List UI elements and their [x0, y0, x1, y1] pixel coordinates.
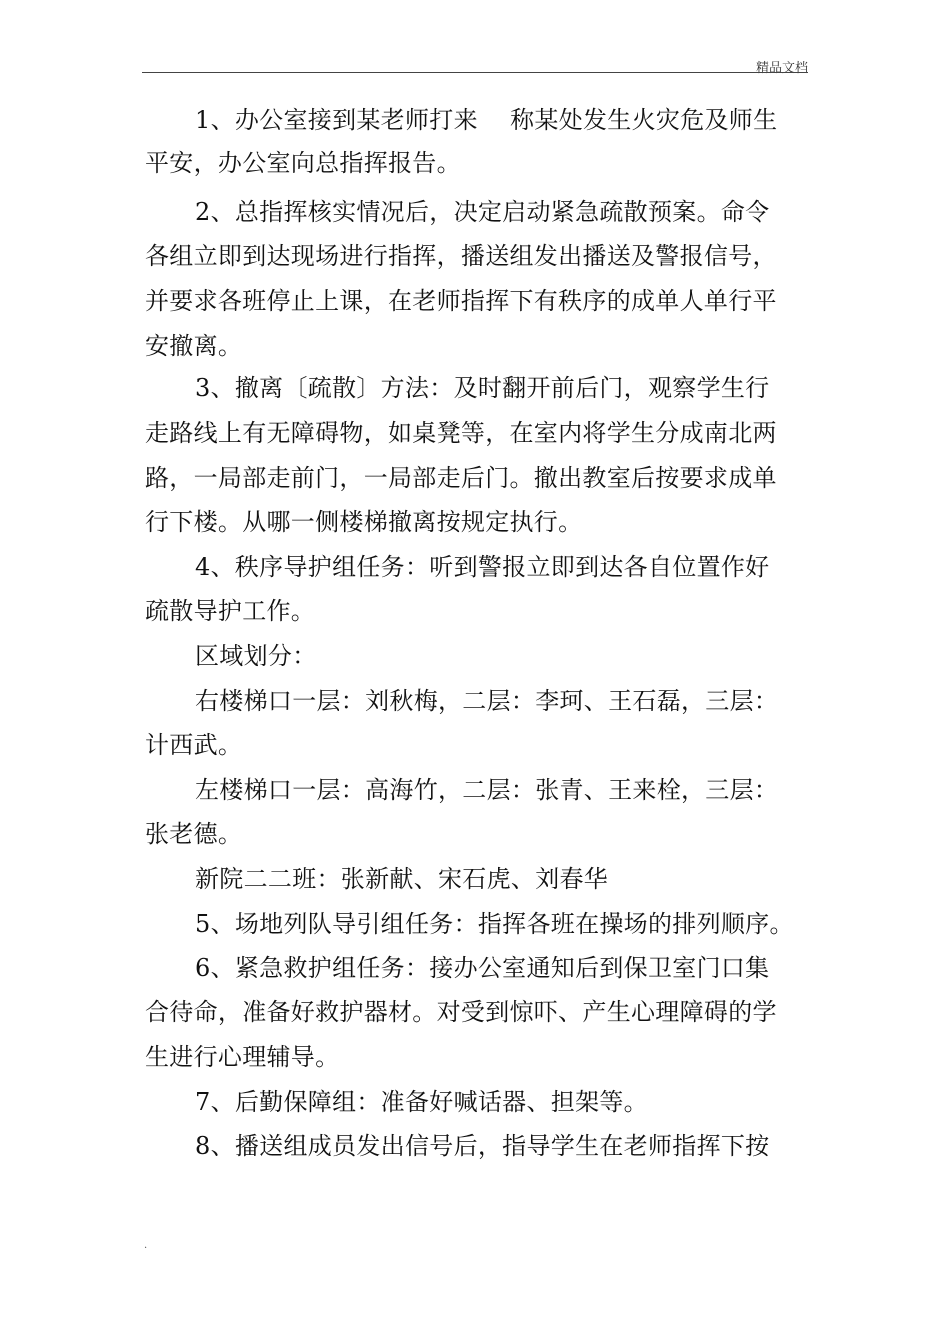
header-label: 精品文档 [755, 61, 808, 76]
paragraph-2-line-1: 2、总指挥核实情况后，决定启动紧急疏散预案。命令 [195, 198, 770, 226]
paragraph-1-line-2: 平安，办公室向总指挥报告。 [145, 149, 461, 177]
paragraph-2-line-3: 并要求各班停止上课，在老师指挥下有秩序的成单人单行平 [145, 287, 777, 315]
paragraph-6-line-1: 6、紧急救护组任务：接办公室通知后到保卫室门口集 [195, 954, 770, 982]
footer-mark: . [144, 1240, 148, 1251]
paragraph-8-line-1: 8、播送组成员发出信号后，指导学生在老师指挥下按 [195, 1132, 770, 1160]
paragraph-2-line-2: 各组立即到达现场进行指挥，播送组发出播送及警报信号， [145, 242, 777, 270]
left-stair-line-2: 张老德。 [145, 820, 243, 848]
area-division-heading: 区域划分： [195, 642, 317, 670]
paragraph-6-line-2: 合待命，准备好救护器材。对受到惊吓、产生心理障碍的学 [145, 998, 777, 1026]
paragraph-7-line-1: 7、后勤保障组：准备好喊话器、担架等。 [195, 1088, 648, 1116]
right-stair-line-1: 右楼梯口一层：刘秋梅，二层：李珂、王石磊，三层： [195, 687, 779, 715]
paragraph-5-line-1: 5、场地列队导引组任务：指挥各班在操场的排列顺序。 [195, 910, 794, 938]
paragraph-6-line-3: 生进行心理辅导。 [145, 1043, 340, 1071]
paragraph-4-line-2: 疏散导护工作。 [145, 597, 316, 625]
paragraph-3-line-3: 路，一局部走前门，一局部走后门。撤出教室后按要求成单 [145, 464, 777, 492]
paragraph-3-line-4: 行下楼。从哪一侧楼梯撤离按规定执行。 [145, 508, 583, 536]
paragraph-2-line-4: 安撤离。 [145, 332, 243, 360]
paragraph-3-line-1: 3、撤离〔疏散〕方法：及时翻开前后门，观察学生行 [195, 374, 770, 402]
right-stair-line-2: 计西武。 [145, 731, 243, 759]
paragraph-4-line-1: 4、秩序导护组任务：听到警报立即到达各自位置作好 [195, 553, 770, 581]
paragraph-1-line-1: 1、办公室接到某老师打来 称某处发生火灾危及师生 [195, 106, 778, 134]
new-yard-class-line: 新院二二班：张新献、宋石虎、刘春华 [195, 865, 609, 893]
left-stair-line-1: 左楼梯口一层：高海竹，二层：张青、王来栓，三层： [195, 776, 779, 804]
header-rule [142, 72, 808, 73]
paragraph-3-line-2: 走路线上有无障碍物，如桌凳等，在室内将学生分成南北两 [145, 419, 777, 447]
